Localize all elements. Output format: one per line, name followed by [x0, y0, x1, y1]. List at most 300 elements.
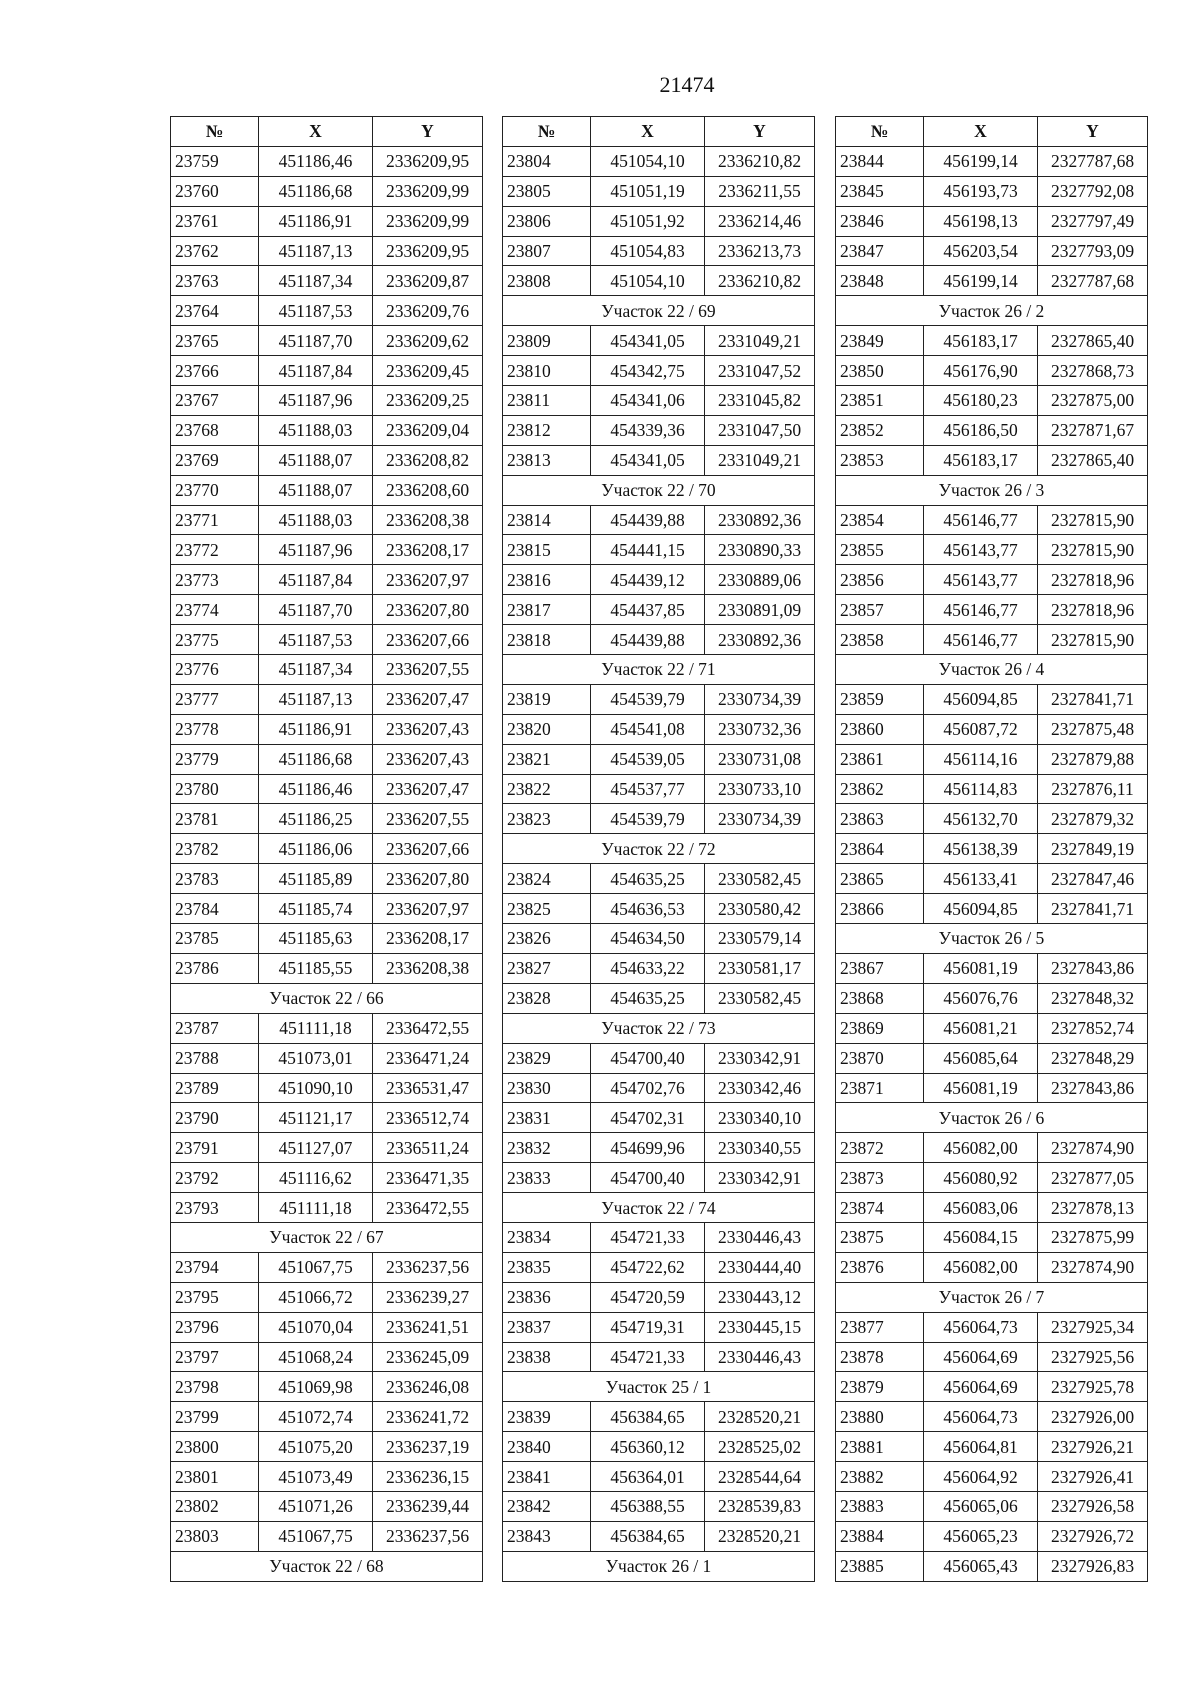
point-number: 23786: [171, 953, 259, 983]
table-row: [503, 1222, 815, 1252]
y-coordinate: 2327925,34: [1038, 1312, 1148, 1342]
y-coordinate: 2327926,21: [1038, 1432, 1148, 1462]
x-coordinate: 451186,91: [259, 714, 373, 744]
y-coordinate: 2330342,91: [705, 1163, 815, 1193]
y-coordinate: 2327847,46: [1038, 864, 1148, 894]
y-coordinate: 2336207,43: [373, 714, 483, 744]
x-coordinate: 456084,15: [924, 1222, 1038, 1252]
section-title: Участок 22 / 73: [503, 1013, 815, 1043]
section-title: Участок 26 / 2: [836, 296, 1148, 326]
table-row: [836, 1222, 1148, 1252]
point-number: 23835: [503, 1252, 591, 1282]
y-coordinate: 2330889,06: [705, 565, 815, 595]
table-row: [171, 146, 483, 176]
point-number: 23820: [503, 714, 591, 744]
table-row: [836, 266, 1148, 296]
x-coordinate: 456138,39: [924, 834, 1038, 864]
point-number: 23858: [836, 625, 924, 655]
x-coordinate: 451116,62: [259, 1163, 373, 1193]
y-coordinate: 2330582,45: [705, 864, 815, 894]
x-coordinate: 454699,96: [591, 1133, 705, 1163]
section-row: [503, 1193, 815, 1223]
y-coordinate: 2330891,09: [705, 595, 815, 625]
table-row: [171, 1043, 483, 1073]
y-coordinate: 2327848,32: [1038, 983, 1148, 1013]
table-row: [836, 356, 1148, 386]
point-number: 23807: [503, 236, 591, 266]
point-number: 23812: [503, 415, 591, 445]
y-coordinate: 2327925,56: [1038, 1342, 1148, 1372]
section-row: [503, 1551, 815, 1581]
x-coordinate: 456176,90: [924, 356, 1038, 386]
table-row: [171, 386, 483, 416]
point-number: 23845: [836, 176, 924, 206]
point-number: 23857: [836, 595, 924, 625]
y-coordinate: 2327875,99: [1038, 1222, 1148, 1252]
y-coordinate: 2336207,97: [373, 565, 483, 595]
x-coordinate: 451051,92: [591, 206, 705, 236]
x-coordinate: 451187,96: [259, 535, 373, 565]
table-row: [503, 1462, 815, 1492]
point-number: 23808: [503, 266, 591, 296]
table-row: [503, 176, 815, 206]
point-number: 23759: [171, 146, 259, 176]
point-number: 23855: [836, 535, 924, 565]
y-coordinate: 2336531,47: [373, 1073, 483, 1103]
y-coordinate: 2328525,02: [705, 1432, 815, 1462]
x-coordinate: 451186,46: [259, 146, 373, 176]
x-coordinate: 451069,98: [259, 1372, 373, 1402]
table-row: [171, 206, 483, 236]
table-row: [171, 356, 483, 386]
point-number: 23819: [503, 684, 591, 714]
x-coordinate: 454341,06: [591, 386, 705, 416]
table-row: [836, 1372, 1148, 1402]
x-coordinate: 456085,64: [924, 1043, 1038, 1073]
table-row: [503, 356, 815, 386]
point-number: 23763: [171, 266, 259, 296]
x-coordinate: 456180,23: [924, 386, 1038, 416]
x-coordinate: 456065,06: [924, 1491, 1038, 1521]
y-coordinate: 2327926,58: [1038, 1491, 1148, 1521]
table-row: [836, 774, 1148, 804]
point-number: 23815: [503, 535, 591, 565]
y-coordinate: 2336209,95: [373, 146, 483, 176]
y-coordinate: 2327841,71: [1038, 684, 1148, 714]
x-coordinate: 451054,10: [591, 266, 705, 296]
section-title: Участок 26 / 1: [503, 1551, 815, 1581]
table-row: [503, 1521, 815, 1551]
point-number: 23831: [503, 1103, 591, 1133]
y-coordinate: 2330581,17: [705, 953, 815, 983]
table-row: [836, 983, 1148, 1013]
x-coordinate: 451073,01: [259, 1043, 373, 1073]
x-coordinate: 451187,13: [259, 236, 373, 266]
table-row: [836, 415, 1148, 445]
point-number: 23880: [836, 1402, 924, 1432]
number-header: №: [503, 117, 591, 147]
x-coordinate: 454439,12: [591, 565, 705, 595]
y-coordinate: 2327874,90: [1038, 1252, 1148, 1282]
number-header: №: [171, 117, 259, 147]
y-coordinate: 2330733,10: [705, 774, 815, 804]
y-coordinate: 2336209,45: [373, 356, 483, 386]
point-number: 23821: [503, 744, 591, 774]
x-coordinate: 454719,31: [591, 1312, 705, 1342]
table-row: [503, 266, 815, 296]
x-coordinate: 451187,84: [259, 356, 373, 386]
table-row: [171, 1462, 483, 1492]
table-row: [503, 864, 815, 894]
y-coordinate: 2336472,55: [373, 1013, 483, 1043]
y-coordinate: 2336241,72: [373, 1402, 483, 1432]
y-coordinate: 2327852,74: [1038, 1013, 1148, 1043]
y-coordinate: 2336207,55: [373, 655, 483, 685]
table-row: [836, 1342, 1148, 1372]
x-coordinate: 456388,55: [591, 1491, 705, 1521]
table-row: [836, 206, 1148, 236]
table-row: [503, 146, 815, 176]
x-coordinate: 454635,25: [591, 983, 705, 1013]
table-row: [171, 1312, 483, 1342]
table-row: [503, 1073, 815, 1103]
point-number: 23841: [503, 1462, 591, 1492]
section-row: [836, 296, 1148, 326]
section-row: [503, 834, 815, 864]
table-row: [171, 1133, 483, 1163]
x-coordinate: 454541,08: [591, 714, 705, 744]
y-coordinate: 2327878,13: [1038, 1193, 1148, 1223]
table-row: [503, 1103, 815, 1133]
point-number: 23864: [836, 834, 924, 864]
x-coordinate: 451187,84: [259, 565, 373, 595]
x-coordinate: 456146,77: [924, 505, 1038, 535]
table-row: [503, 1133, 815, 1163]
table-row: [836, 1402, 1148, 1432]
table-row: [836, 953, 1148, 983]
table-row: [836, 684, 1148, 714]
point-number: 23867: [836, 953, 924, 983]
y-header: Y: [373, 117, 483, 147]
table-row: [836, 714, 1148, 744]
y-coordinate: 2327815,90: [1038, 535, 1148, 565]
table-row: [503, 1432, 815, 1462]
point-number: 23875: [836, 1222, 924, 1252]
x-coordinate: 456083,06: [924, 1193, 1038, 1223]
y-coordinate: 2330892,36: [705, 505, 815, 535]
point-number: 23792: [171, 1163, 259, 1193]
x-coordinate: 451187,96: [259, 386, 373, 416]
x-coordinate: 456203,54: [924, 236, 1038, 266]
y-coordinate: 2327926,00: [1038, 1402, 1148, 1432]
point-number: 23872: [836, 1133, 924, 1163]
point-number: 23785: [171, 924, 259, 954]
table-row: [503, 714, 815, 744]
table-row: [836, 535, 1148, 565]
table-row: [171, 834, 483, 864]
y-coordinate: 2336210,82: [705, 146, 815, 176]
table-row: [171, 625, 483, 655]
table-row: [171, 774, 483, 804]
section-title: Участок 22 / 69: [503, 296, 815, 326]
point-number: 23783: [171, 864, 259, 894]
table-row: [503, 804, 815, 834]
x-coordinate: 454341,05: [591, 326, 705, 356]
table-row: [503, 744, 815, 774]
y-coordinate: 2328520,21: [705, 1521, 815, 1551]
point-number: 23836: [503, 1282, 591, 1312]
y-coordinate: 2330582,45: [705, 983, 815, 1013]
x-coordinate: 451070,04: [259, 1312, 373, 1342]
point-number: 23779: [171, 744, 259, 774]
point-number: 23854: [836, 505, 924, 535]
x-coordinate: 451185,63: [259, 924, 373, 954]
section-row: [503, 296, 815, 326]
table-row: [836, 1462, 1148, 1492]
table-row: [836, 1193, 1148, 1223]
y-coordinate: 2336207,47: [373, 774, 483, 804]
x-coordinate: 456384,65: [591, 1402, 705, 1432]
point-number: 23813: [503, 445, 591, 475]
x-coordinate: 456064,73: [924, 1312, 1038, 1342]
x-coordinate: 454722,62: [591, 1252, 705, 1282]
point-number: 23802: [171, 1491, 259, 1521]
point-number: 23823: [503, 804, 591, 834]
y-coordinate: 2336209,95: [373, 236, 483, 266]
table-row: [836, 1432, 1148, 1462]
point-number: 23822: [503, 774, 591, 804]
table-row: [503, 625, 815, 655]
y-coordinate: 2336237,56: [373, 1521, 483, 1551]
point-number: 23795: [171, 1282, 259, 1312]
x-coordinate: 451185,89: [259, 864, 373, 894]
y-coordinate: 2330579,14: [705, 924, 815, 954]
x-coordinate: 456133,41: [924, 864, 1038, 894]
table-row: [836, 1043, 1148, 1073]
point-number: 23851: [836, 386, 924, 416]
y-coordinate: 2331047,52: [705, 356, 815, 386]
y-coordinate: 2331049,21: [705, 326, 815, 356]
point-number: 23874: [836, 1193, 924, 1223]
y-coordinate: 2336208,17: [373, 535, 483, 565]
y-coordinate: 2327926,83: [1038, 1551, 1148, 1581]
y-coordinate: 2336239,44: [373, 1491, 483, 1521]
x-coordinate: 451187,34: [259, 266, 373, 296]
point-number: 23760: [171, 176, 259, 206]
table-row: [171, 415, 483, 445]
point-number: 23767: [171, 386, 259, 416]
y-coordinate: 2336209,99: [373, 176, 483, 206]
section-row: [171, 1551, 483, 1581]
table-row: [503, 894, 815, 924]
point-number: 23817: [503, 595, 591, 625]
point-number: 23877: [836, 1312, 924, 1342]
point-number: 23840: [503, 1432, 591, 1462]
table-row: [171, 1491, 483, 1521]
x-coordinate: 456143,77: [924, 535, 1038, 565]
x-coordinate: 456146,77: [924, 595, 1038, 625]
y-coordinate: 2336207,97: [373, 894, 483, 924]
point-number: 23865: [836, 864, 924, 894]
table-row: [171, 953, 483, 983]
table-row: [503, 1342, 815, 1372]
section-title: Участок 22 / 67: [171, 1222, 483, 1252]
point-number: 23862: [836, 774, 924, 804]
point-number: 23861: [836, 744, 924, 774]
y-coordinate: 2336471,24: [373, 1043, 483, 1073]
table-row: [503, 1402, 815, 1432]
table-row: [503, 1163, 815, 1193]
point-number: 23806: [503, 206, 591, 236]
x-coordinate: 451185,74: [259, 894, 373, 924]
table-row: [171, 744, 483, 774]
point-number: 23800: [171, 1432, 259, 1462]
y-coordinate: 2327871,67: [1038, 415, 1148, 445]
x-coordinate: 456114,83: [924, 774, 1038, 804]
x-coordinate: 456081,19: [924, 953, 1038, 983]
section-row: [836, 655, 1148, 685]
point-number: 23790: [171, 1103, 259, 1133]
table-row: [171, 565, 483, 595]
table-row: [503, 1282, 815, 1312]
x-coordinate: 451188,07: [259, 475, 373, 505]
point-number: 23838: [503, 1342, 591, 1372]
y-coordinate: 2328520,21: [705, 1402, 815, 1432]
y-coordinate: 2327877,05: [1038, 1163, 1148, 1193]
y-coordinate: 2336472,55: [373, 1193, 483, 1223]
table-row: [503, 326, 815, 356]
y-coordinate: 2330340,55: [705, 1133, 815, 1163]
table-row: [171, 1432, 483, 1462]
point-number: 23879: [836, 1372, 924, 1402]
point-number: 23801: [171, 1462, 259, 1492]
y-coordinate: 2327787,68: [1038, 146, 1148, 176]
point-number: 23803: [171, 1521, 259, 1551]
table-row: [836, 894, 1148, 924]
x-coordinate: 454342,75: [591, 356, 705, 386]
x-coordinate: 451067,75: [259, 1252, 373, 1282]
point-number: 23787: [171, 1013, 259, 1043]
x-coordinate: 454721,33: [591, 1222, 705, 1252]
point-number: 23884: [836, 1521, 924, 1551]
x-header: X: [591, 117, 705, 147]
table-row: [503, 1252, 815, 1282]
x-coordinate: 451188,03: [259, 415, 373, 445]
point-number: 23824: [503, 864, 591, 894]
section-title: Участок 22 / 74: [503, 1193, 815, 1223]
number-header: №: [836, 117, 924, 147]
table-row: [836, 834, 1148, 864]
x-coordinate: 456087,72: [924, 714, 1038, 744]
point-number: 23810: [503, 356, 591, 386]
point-number: 23764: [171, 296, 259, 326]
table-row: [171, 535, 483, 565]
point-number: 23804: [503, 146, 591, 176]
point-number: 23781: [171, 804, 259, 834]
section-row: [503, 1372, 815, 1402]
point-number: 23791: [171, 1133, 259, 1163]
x-coordinate: 451188,03: [259, 505, 373, 535]
x-coordinate: 451075,20: [259, 1432, 373, 1462]
y-coordinate: 2330340,10: [705, 1103, 815, 1133]
point-number: 23762: [171, 236, 259, 266]
table-row: [503, 386, 815, 416]
point-number: 23768: [171, 415, 259, 445]
y-coordinate: 2336209,87: [373, 266, 483, 296]
page-number: 21474: [659, 72, 715, 97]
table-row: [503, 415, 815, 445]
y-coordinate: 2336208,82: [373, 445, 483, 475]
y-coordinate: 2336210,82: [705, 266, 815, 296]
x-coordinate: 456064,69: [924, 1372, 1038, 1402]
coordinates-table-1: [170, 116, 483, 1582]
y-coordinate: 2336207,80: [373, 595, 483, 625]
y-coordinate: 2327815,90: [1038, 625, 1148, 655]
x-coordinate: 456076,76: [924, 983, 1038, 1013]
y-coordinate: 2327865,40: [1038, 445, 1148, 475]
x-coordinate: 454539,79: [591, 804, 705, 834]
y-coordinate: 2328544,64: [705, 1462, 815, 1492]
x-coordinate: 451111,18: [259, 1013, 373, 1043]
y-coordinate: 2327797,49: [1038, 206, 1148, 236]
table-row: [836, 445, 1148, 475]
section-row: [836, 924, 1148, 954]
point-number: 23811: [503, 386, 591, 416]
point-number: 23829: [503, 1043, 591, 1073]
y-coordinate: 2336207,47: [373, 684, 483, 714]
x-coordinate: 456064,69: [924, 1342, 1038, 1372]
x-coordinate: 454721,33: [591, 1342, 705, 1372]
y-coordinate: 2327868,73: [1038, 356, 1148, 386]
y-coordinate: 2330446,43: [705, 1222, 815, 1252]
point-number: 23876: [836, 1252, 924, 1282]
section-row: [503, 475, 815, 505]
x-coordinate: 454636,53: [591, 894, 705, 924]
x-header: X: [924, 117, 1038, 147]
y-coordinate: 2336236,15: [373, 1462, 483, 1492]
point-number: 23853: [836, 445, 924, 475]
point-number: 23833: [503, 1163, 591, 1193]
point-number: 23780: [171, 774, 259, 804]
y-coordinate: 2327815,90: [1038, 505, 1148, 535]
table-row: [171, 475, 483, 505]
x-coordinate: 454700,40: [591, 1043, 705, 1073]
y-coordinate: 2331049,21: [705, 445, 815, 475]
x-coordinate: 454633,22: [591, 953, 705, 983]
x-coordinate: 451111,18: [259, 1193, 373, 1223]
table-row: [503, 505, 815, 535]
y-coordinate: 2336512,74: [373, 1103, 483, 1133]
x-coordinate: 456080,92: [924, 1163, 1038, 1193]
y-coordinate: 2331045,82: [705, 386, 815, 416]
table-header-row: [503, 117, 815, 147]
y-coordinate: 2327926,41: [1038, 1462, 1148, 1492]
point-number: 23846: [836, 206, 924, 236]
table-row: [171, 1372, 483, 1402]
table-row: [503, 953, 815, 983]
x-coordinate: 451187,70: [259, 326, 373, 356]
x-coordinate: 451186,25: [259, 804, 373, 834]
x-coordinate: 451068,24: [259, 1342, 373, 1372]
y-coordinate: 2330580,42: [705, 894, 815, 924]
table-row: [171, 894, 483, 924]
point-number: 23878: [836, 1342, 924, 1372]
x-coordinate: 456081,21: [924, 1013, 1038, 1043]
x-coordinate: 456132,70: [924, 804, 1038, 834]
y-coordinate: 2330892,36: [705, 625, 815, 655]
x-coordinate: 456143,77: [924, 565, 1038, 595]
section-title: Участок 26 / 4: [836, 655, 1148, 685]
